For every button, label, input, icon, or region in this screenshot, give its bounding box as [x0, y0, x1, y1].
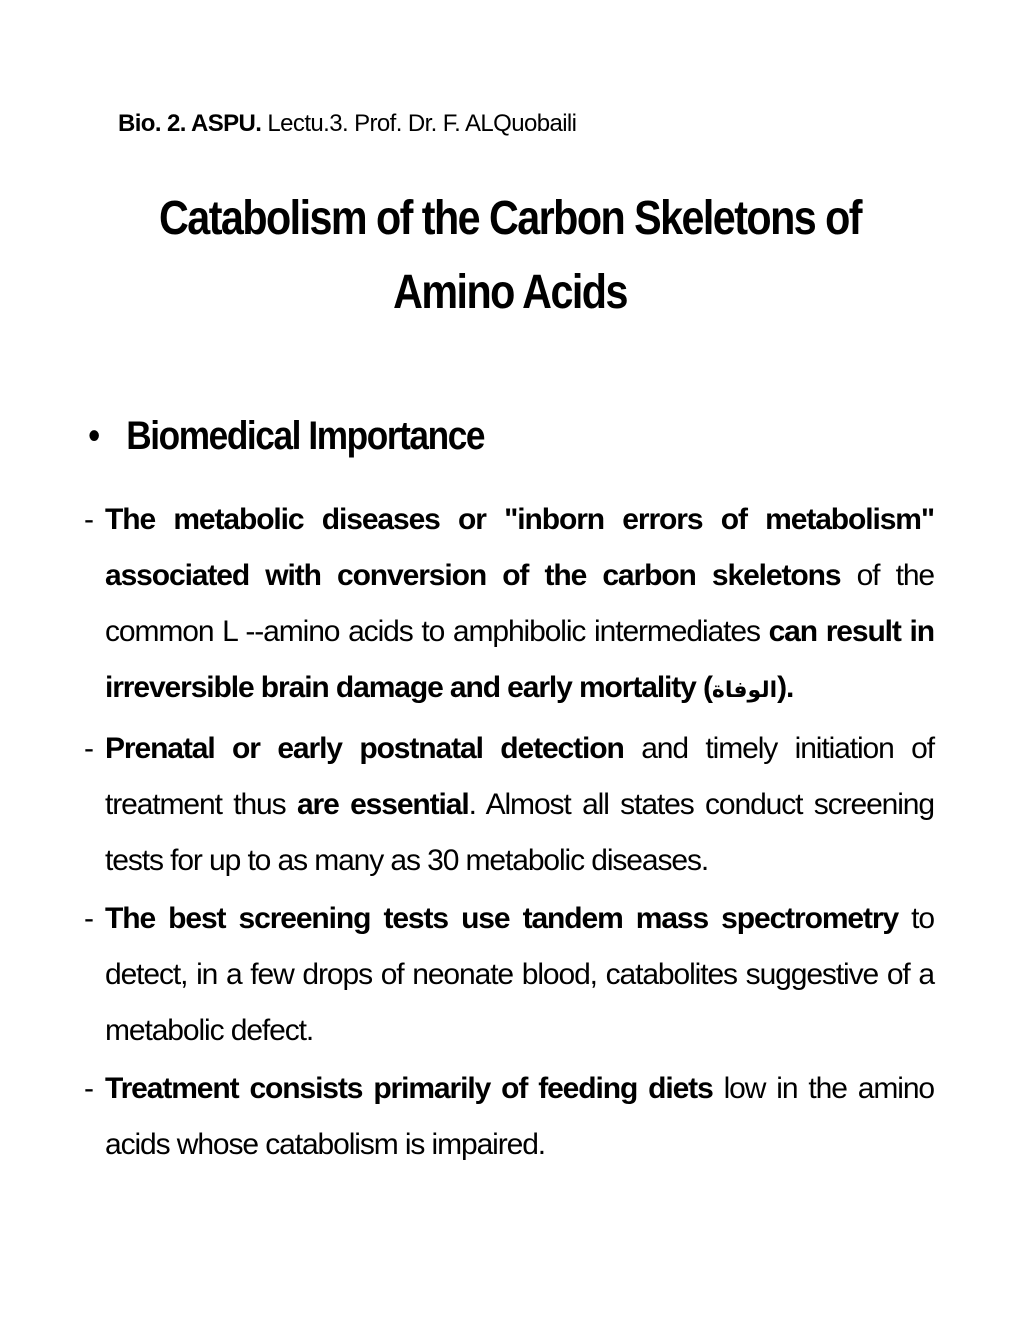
- lecture-info: Lectu.3. Prof. Dr. F. ALQuobaili: [267, 110, 577, 137]
- item-bold-text: The metabolic diseases or "inborn errors of metabolism" associated with conversion of the carbon skeletons: [105, 503, 934, 592]
- lecture-header: [118, 110, 576, 138]
- item-bold-text: are essential: [296, 788, 469, 821]
- arabic-term: الوفاة: [711, 678, 778, 703]
- item-text: . Almost all states conduct screening tests for up to as many as 30 metabolic diseases.: [105, 788, 934, 877]
- item-text: low in the amino acids whose catabolism is impaired.: [105, 1072, 934, 1161]
- dash-marker: -: [84, 902, 93, 935]
- item-text: and timely initiation of treatment thus: [105, 732, 934, 821]
- course-code: Bio. 2. ASPU.: [118, 110, 262, 137]
- title-line-1: Catabolism of the Carbon Skeletons of: [159, 192, 861, 245]
- item-text: of the common L --amino acids to amphibolic intermediates: [105, 559, 934, 648]
- bullet-icon: •: [88, 414, 99, 458]
- item-bold-text: Prenatal or early postnatal detection: [105, 732, 624, 765]
- list-item: [84, 492, 934, 719]
- list-item: [84, 721, 934, 889]
- item-bold-text: Treatment consists primarily of feeding diets: [105, 1072, 713, 1105]
- title-line-2: Amino Acids: [393, 266, 627, 319]
- list-item: [84, 1061, 934, 1173]
- item-bold-text: can result in irreversible brain damage and early mortality (: [105, 615, 934, 704]
- item-text: to detect, in a few drops of neonate blood, catabolites suggestive of a metabolic defect.: [105, 902, 934, 1047]
- importance-list: [84, 492, 934, 1175]
- dash-marker: -: [84, 1072, 93, 1105]
- dash-marker: -: [84, 503, 93, 536]
- page-title: [123, 182, 897, 330]
- dash-marker: -: [84, 732, 93, 765]
- item-bold-text: ).: [777, 671, 794, 704]
- list-item: [84, 891, 934, 1059]
- section-heading: [88, 414, 484, 459]
- item-bold-text: The best screening tests use tandem mass spectrometry: [105, 902, 899, 935]
- section-heading-text: Biomedical Importance: [126, 414, 485, 458]
